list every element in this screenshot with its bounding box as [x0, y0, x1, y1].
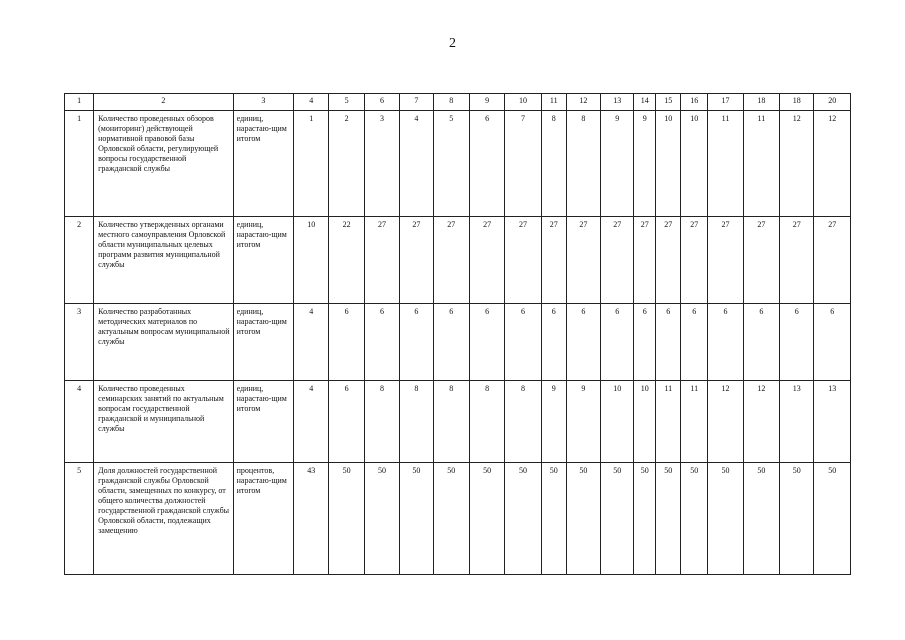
value-cell: 27 [743, 217, 779, 304]
column-header: 8 [433, 94, 469, 111]
value-cell: 13 [780, 381, 814, 463]
value-cell: 50 [469, 463, 504, 575]
column-header: 12 [566, 94, 600, 111]
indicator-name: Доля должностей государственной гражданской службы Орловской области, замещенных по конкурсу, от общего количества должностей государственной гражданской службы Орловской области, подлежащих замещению [94, 463, 234, 575]
value-cell: 27 [780, 217, 814, 304]
header-row [65, 94, 851, 111]
value-cell: 8 [364, 381, 399, 463]
indicators-table [64, 93, 851, 575]
column-header: 14 [634, 94, 656, 111]
row-number: 1 [65, 111, 94, 217]
value-cell: 27 [469, 217, 504, 304]
value-cell: 27 [433, 217, 469, 304]
column-header: 7 [400, 94, 433, 111]
value-cell: 8 [469, 381, 504, 463]
row-number: 5 [65, 463, 94, 575]
value-cell: 27 [541, 217, 566, 304]
value-cell: 27 [566, 217, 600, 304]
value-cell: 8 [566, 111, 600, 217]
value-cell: 8 [505, 381, 541, 463]
table-row [65, 304, 851, 381]
value-cell: 50 [566, 463, 600, 575]
value-cell: 27 [601, 217, 634, 304]
value-cell: 6 [814, 304, 851, 381]
value-cell: 6 [566, 304, 600, 381]
value-cell: 6 [681, 304, 708, 381]
value-cell: 50 [329, 463, 364, 575]
value-cell: 11 [743, 111, 779, 217]
value-cell: 9 [541, 381, 566, 463]
value-cell: 12 [743, 381, 779, 463]
value-cell: 50 [681, 463, 708, 575]
value-cell: 8 [400, 381, 433, 463]
column-header: 10 [505, 94, 541, 111]
value-cell: 12 [708, 381, 743, 463]
table-row [65, 111, 851, 217]
value-cell: 50 [505, 463, 541, 575]
value-cell: 27 [505, 217, 541, 304]
column-header: 18 [780, 94, 814, 111]
indicator-name: Количество проведенных семинарских занятий по актуальным вопросам государственной гражданской и муниципальной службы [94, 381, 234, 463]
value-cell: 12 [780, 111, 814, 217]
page-number: 2 [449, 36, 456, 51]
value-cell: 6 [743, 304, 779, 381]
column-header: 2 [94, 94, 234, 111]
column-header: 20 [814, 94, 851, 111]
table-row [65, 463, 851, 575]
unit-cell: единиц, нарастаю-щим итогом [233, 381, 293, 463]
value-cell: 6 [364, 304, 399, 381]
value-cell: 6 [708, 304, 743, 381]
value-cell: 13 [814, 381, 851, 463]
value-cell: 6 [400, 304, 433, 381]
value-cell: 6 [505, 304, 541, 381]
value-cell: 6 [329, 381, 364, 463]
value-cell: 8 [433, 381, 469, 463]
value-cell: 10 [656, 111, 681, 217]
value-cell: 27 [656, 217, 681, 304]
value-cell: 11 [681, 381, 708, 463]
value-cell: 27 [708, 217, 743, 304]
value-cell: 10 [634, 381, 656, 463]
value-cell: 3 [364, 111, 399, 217]
column-header: 5 [329, 94, 364, 111]
column-header: 18 [743, 94, 779, 111]
row-number: 2 [65, 217, 94, 304]
value-cell: 2 [329, 111, 364, 217]
unit-cell: единиц, нарастаю-щим итогом [233, 217, 293, 304]
column-header: 15 [656, 94, 681, 111]
value-cell: 11 [708, 111, 743, 217]
value-cell: 50 [364, 463, 399, 575]
value-cell: 6 [329, 304, 364, 381]
value-cell: 50 [656, 463, 681, 575]
value-cell: 4 [400, 111, 433, 217]
row-number: 4 [65, 381, 94, 463]
value-cell: 10 [601, 381, 634, 463]
column-header: 11 [541, 94, 566, 111]
column-header: 16 [681, 94, 708, 111]
column-header: 3 [233, 94, 293, 111]
value-cell: 6 [469, 111, 504, 217]
value-cell: 43 [294, 463, 329, 575]
value-cell: 7 [505, 111, 541, 217]
unit-cell: процентов, нарастаю-щим итогом [233, 463, 293, 575]
value-cell: 27 [814, 217, 851, 304]
unit-cell: единиц, нарастаю-щим итогом [233, 111, 293, 217]
row-number: 3 [65, 304, 94, 381]
column-header: 4 [294, 94, 329, 111]
value-cell: 6 [469, 304, 504, 381]
value-cell: 5 [433, 111, 469, 217]
table-row [65, 381, 851, 463]
value-cell: 50 [743, 463, 779, 575]
column-header: 9 [469, 94, 504, 111]
value-cell: 4 [294, 381, 329, 463]
value-cell: 9 [634, 111, 656, 217]
value-cell: 1 [294, 111, 329, 217]
value-cell: 50 [814, 463, 851, 575]
value-cell: 27 [634, 217, 656, 304]
value-cell: 11 [656, 381, 681, 463]
unit-cell: единиц, нарастаю-щим итогом [233, 304, 293, 381]
value-cell: 6 [541, 304, 566, 381]
indicator-name: Количество разработанных методических материалов по актуальным вопросам муниципальной службы [94, 304, 234, 381]
value-cell: 50 [634, 463, 656, 575]
value-cell: 6 [656, 304, 681, 381]
value-cell: 22 [329, 217, 364, 304]
value-cell: 50 [780, 463, 814, 575]
value-cell: 9 [566, 381, 600, 463]
column-header: 17 [708, 94, 743, 111]
value-cell: 8 [541, 111, 566, 217]
value-cell: 27 [400, 217, 433, 304]
column-header: 6 [364, 94, 399, 111]
value-cell: 50 [400, 463, 433, 575]
value-cell: 6 [634, 304, 656, 381]
table-row [65, 217, 851, 304]
value-cell: 50 [601, 463, 634, 575]
indicator-name: Количество утвержденных органами местного самоуправления Орловской области муниципальных целевых программ развития муниципальной службы [94, 217, 234, 304]
value-cell: 6 [601, 304, 634, 381]
value-cell: 9 [601, 111, 634, 217]
value-cell: 10 [294, 217, 329, 304]
column-header: 13 [601, 94, 634, 111]
value-cell: 27 [364, 217, 399, 304]
column-header: 1 [65, 94, 94, 111]
value-cell: 6 [780, 304, 814, 381]
indicator-name: Количество проведенных обзоров (мониторинг) действующей нормативной правовой базы Орловской области, регулирующей вопросы государственной гражданской службы [94, 111, 234, 217]
value-cell: 50 [433, 463, 469, 575]
value-cell: 50 [708, 463, 743, 575]
value-cell: 27 [681, 217, 708, 304]
value-cell: 6 [433, 304, 469, 381]
value-cell: 12 [814, 111, 851, 217]
value-cell: 4 [294, 304, 329, 381]
value-cell: 50 [541, 463, 566, 575]
value-cell: 10 [681, 111, 708, 217]
